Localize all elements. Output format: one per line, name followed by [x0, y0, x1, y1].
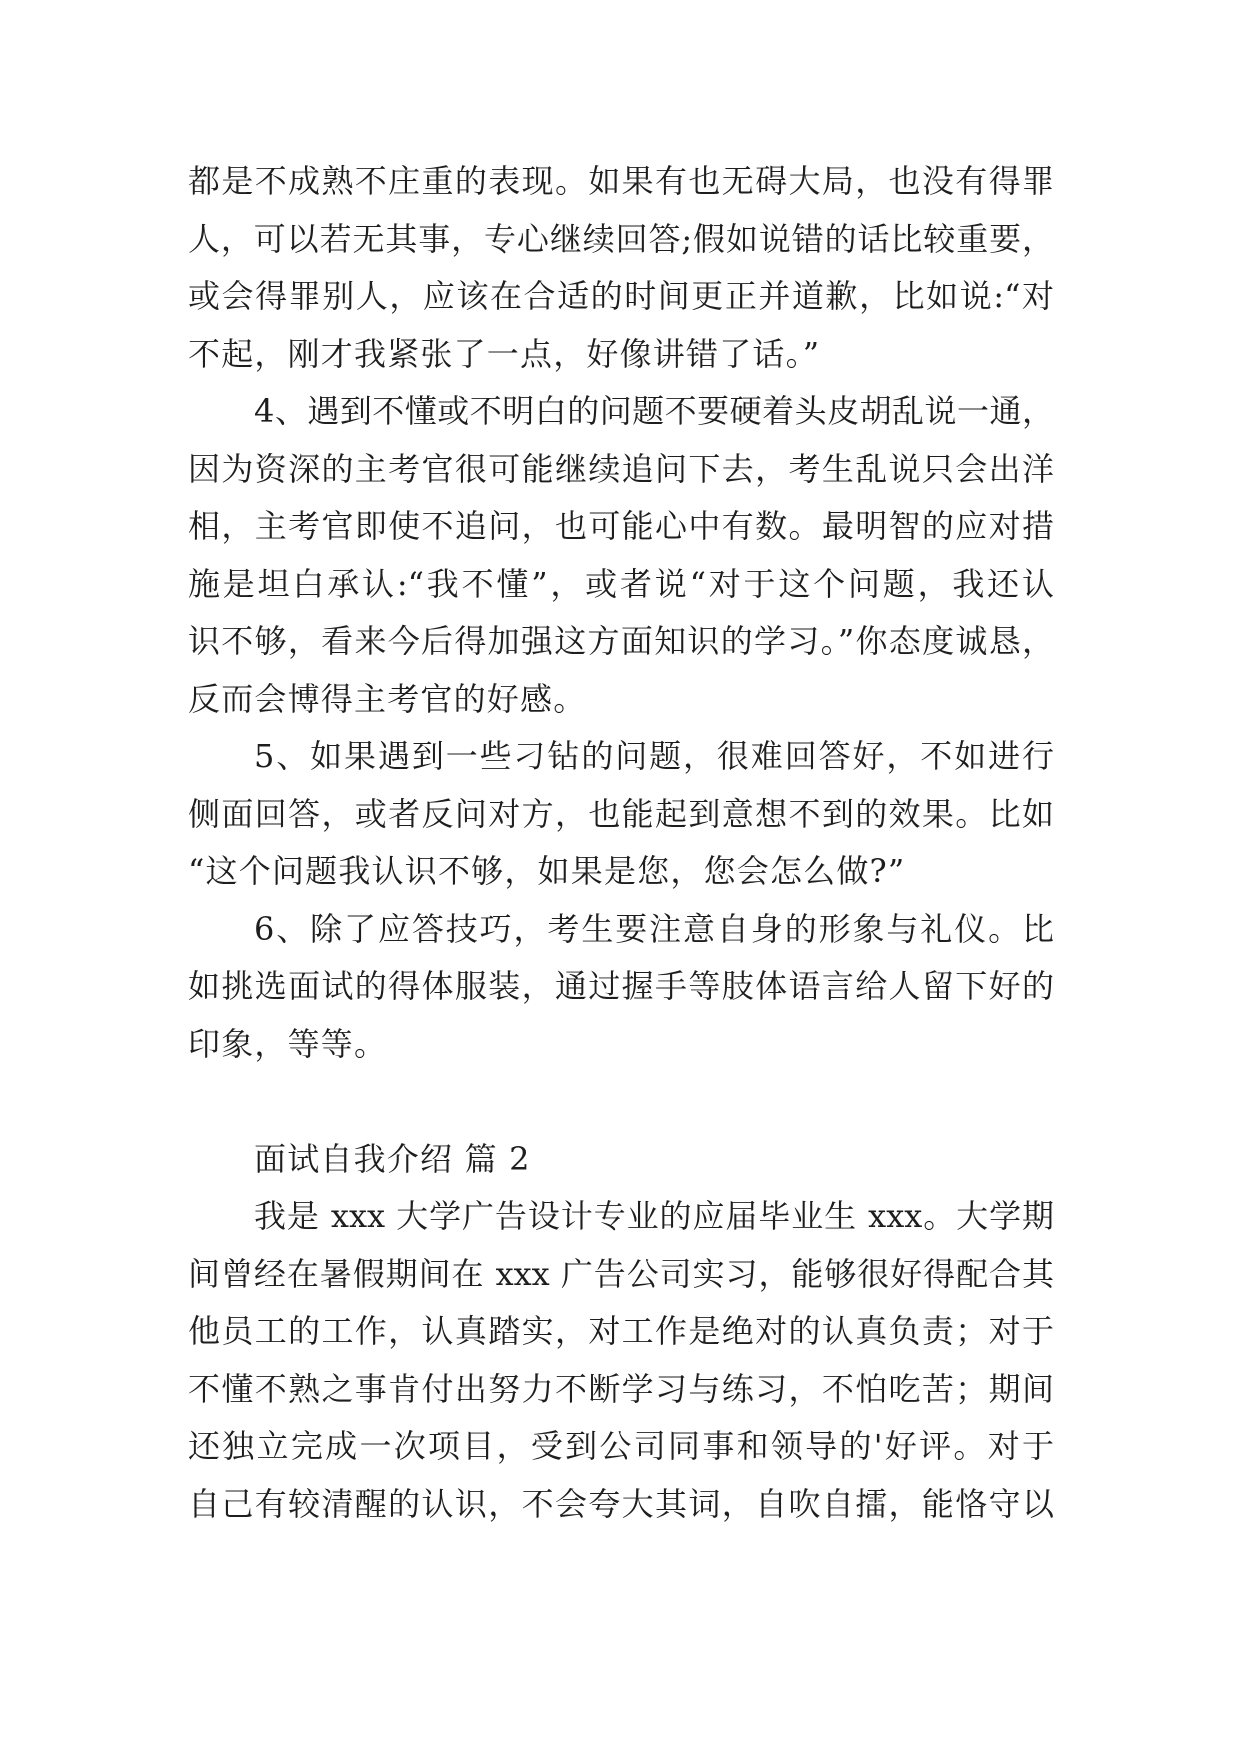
text-line: 5、如果遇到一些刁钻的问题，很难回答好，不如进行 [254, 737, 1054, 775]
text-line: 自己有较清醒的认识，不会夸大其词，自吹自擂，能恪守以 [188, 1484, 1054, 1523]
text-line: 印象，等等。 [188, 1024, 388, 1063]
paragraph [188, 383, 1054, 728]
text-line: 因为资深的主考官很可能继续追问下去，考生乱说只会出洋 [188, 449, 1054, 488]
text-line: 不懂不熟之事肯付出努力不断学习与练习，不怕吃苦；期间 [188, 1369, 1054, 1408]
text-line: 侧面回答，或者反问对方，也能起到意想不到的效果。比如 [188, 794, 1054, 833]
paragraph [188, 153, 1054, 383]
text-line: 4、遇到不懂或不明白的问题不要硬着头皮胡乱说一通， [254, 392, 1054, 430]
text-line: 我是 xxx 大学广告设计专业的应届毕业生 xxx。大学期 [254, 1197, 1054, 1235]
text-line: 不起，刚才我紧张了一点，好像讲错了话。” [188, 334, 821, 373]
text-line: 相，主考官即使不追问，也可能心中有数。最明智的应对措 [188, 507, 1054, 545]
text-line: 还独立完成一次项目，受到公司同事和领导的'好评。对于 [188, 1427, 1054, 1465]
text-line: 施是坦白承认:“我不懂”，或者说“对于这个问题，我还认 [188, 564, 1054, 603]
text-line: 间曾经在暑假期间在 xxx 广告公司实习，能够很好得配合其 [188, 1254, 1054, 1293]
blank-line [188, 1073, 1054, 1131]
section-2 [188, 1131, 1054, 1534]
section-heading: 面试自我介绍 篇 2 [254, 1139, 531, 1178]
text-line: 他员工的工作，认真踏实，对工作是绝对的认真负责；对于 [188, 1312, 1054, 1350]
text-line: 6、除了应答技巧，考生要注意自身的形象与礼仪。比 [254, 909, 1054, 948]
text-line: 反而会博得主考官的好感。 [188, 679, 587, 718]
text-line: “这个问题我认识不够，如果是您，您会怎么做?” [188, 852, 906, 890]
text-line: 识不够，看来今后得加强这方面知识的学习。”你态度诚恳， [188, 622, 1054, 660]
text-line: 人，可以若无其事，专心继续回答;假如说错的话比较重要， [188, 219, 1054, 258]
section-1 [188, 153, 1054, 1073]
text-line: 或会得罪别人，应该在合适的时间更正并道歉，比如说:“对 [188, 277, 1054, 315]
paragraph [188, 901, 1054, 1074]
document-body [188, 153, 1054, 1533]
paragraph [188, 728, 1054, 901]
paragraph [188, 1188, 1054, 1533]
text-line: 如挑选面试的得体服装，通过握手等肢体语言给人留下好的 [188, 967, 1054, 1005]
text-line: 都是不成熟不庄重的表现。如果有也无碍大局，也没有得罪 [188, 162, 1054, 200]
